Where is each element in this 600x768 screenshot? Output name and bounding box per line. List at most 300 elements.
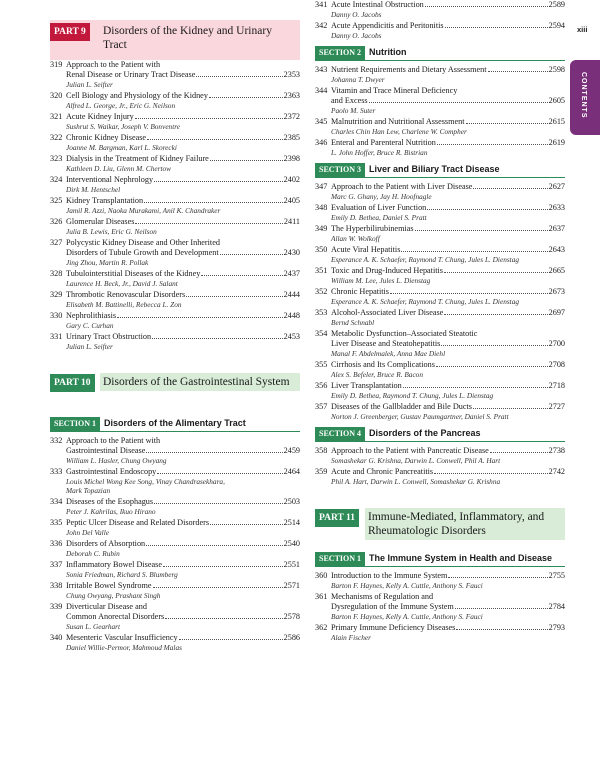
chapter-number: 323 — [50, 154, 63, 163]
toc-entry[interactable] — [315, 571, 565, 590]
chapter-number: 324 — [50, 175, 63, 184]
chapter-body — [66, 467, 300, 495]
dot-leader — [466, 117, 548, 124]
chapter-number: 319 — [50, 60, 63, 69]
page-ref[interactable]: 2453 — [283, 332, 300, 341]
chapter-title[interactable]: Disorders of Tubule Growth and Development — [66, 248, 219, 257]
chapter-body — [331, 21, 565, 40]
page-ref[interactable]: 2673 — [548, 287, 565, 296]
page-ref[interactable]: 2586 — [283, 633, 300, 642]
page-ref[interactable]: 2727 — [548, 402, 565, 411]
part-title: Disorders of the Gastrointestinal System — [100, 373, 300, 391]
section-title: The Immune System in Health and Disease — [369, 553, 553, 563]
page-ref[interactable]: 2571 — [283, 581, 300, 590]
chapter-authors: Elisabeth M. Battinelli, Rebecca L. Zon — [66, 300, 182, 309]
dot-leader — [490, 446, 548, 453]
chapter-title[interactable]: Diverticular Disease and — [66, 602, 147, 611]
chapter-body — [66, 175, 300, 194]
chapter-title[interactable]: Acute Appendicitis and Peritonitis — [331, 21, 444, 30]
section-header — [315, 427, 565, 442]
chapter-authors: Esperance A. K. Schaefer, Raymond T. Chung, Jules L. Dienstag — [331, 297, 520, 306]
chapter-authors: Barton F. Haynes, Kelly A. Cuttle, Anthony S. Fauci — [331, 612, 483, 621]
dot-leader — [445, 21, 548, 28]
toc-entry[interactable] — [315, 182, 565, 201]
page-ref[interactable]: 2598 — [548, 65, 565, 74]
chapter-number: 354 — [315, 329, 328, 338]
page-ref[interactable]: 2793 — [548, 623, 565, 632]
section-tag: SECTION 4 — [315, 427, 365, 441]
dot-leader — [146, 446, 282, 453]
chapter-title-line — [66, 539, 300, 549]
chapter-title[interactable]: Urinary Tract Obstruction — [66, 332, 152, 341]
chapter-title[interactable]: Acute Kidney Injury — [66, 112, 134, 121]
chapter-title[interactable]: Metabolic Dysfunction–Associated Steatotic — [331, 329, 478, 338]
chapter-title[interactable]: The Hyperbilirubinemias — [331, 224, 414, 233]
page-ref[interactable]: 2385 — [283, 133, 300, 142]
toc-entry[interactable] — [50, 539, 300, 558]
dot-leader — [135, 112, 283, 119]
chapter-title[interactable]: Thrombotic Renovascular Disorders — [66, 290, 186, 299]
chapter-number: 340 — [50, 633, 63, 642]
chapter-title[interactable]: Gastrointestinal Endoscopy — [66, 467, 157, 476]
chapter-body — [331, 381, 565, 400]
dot-leader — [437, 138, 548, 145]
page-ref[interactable]: 2619 — [548, 138, 565, 147]
chapter-number: 360 — [315, 571, 328, 580]
part-tag: PART 10 — [50, 374, 95, 392]
chapter-authors: Deborah C. Rubin — [66, 549, 120, 558]
toc-entry[interactable] — [315, 21, 565, 40]
toc-entry[interactable] — [315, 138, 565, 157]
dot-leader — [152, 332, 283, 339]
chapter-title[interactable]: Interventional Nephrology — [66, 175, 154, 184]
chapter-number: 344 — [315, 86, 328, 95]
chapter-authors: Danny O. Jacobs — [331, 31, 382, 40]
chapter-body — [331, 224, 565, 243]
page-ref[interactable]: 2784 — [548, 602, 565, 611]
page-ref[interactable]: 2551 — [283, 560, 300, 569]
dot-leader — [441, 339, 547, 346]
page-ref[interactable]: 2627 — [548, 182, 565, 191]
toc-entry[interactable] — [315, 117, 565, 136]
chapter-number: 357 — [315, 402, 328, 411]
toc-entry[interactable] — [50, 238, 300, 267]
chapter-title-line — [331, 224, 565, 234]
chapter-title-line — [331, 0, 565, 10]
chapter-body — [66, 112, 300, 131]
chapter-title[interactable]: Acute and Chronic Pancreatitis — [331, 467, 434, 476]
toc-entry[interactable] — [50, 269, 300, 288]
page-ref[interactable]: 2363 — [283, 91, 300, 100]
section-header — [315, 552, 565, 567]
page-ref[interactable]: 2708 — [548, 360, 565, 369]
page-ref[interactable]: 2637 — [548, 224, 565, 233]
chapter-authors: Joanne M. Bargman, Karl L. Skorecki — [66, 143, 177, 152]
dot-leader — [179, 633, 283, 640]
chapter-title-line — [331, 602, 565, 612]
chapter-number: 343 — [315, 65, 328, 74]
toc-entry[interactable] — [50, 175, 300, 194]
chapter-authors: Allan W. Wolkoff — [331, 234, 380, 243]
chapter-title[interactable]: Renal Disease or Urinary Tract Disease — [66, 70, 196, 79]
chapter-body — [331, 592, 565, 621]
section-header — [315, 46, 565, 61]
chapter-title[interactable]: Approach to the Patient with Liver Disease — [331, 182, 473, 191]
page-ref[interactable]: 2755 — [548, 571, 565, 580]
chapter-title[interactable]: Tubulointerstitial Diseases of the Kidney — [66, 269, 201, 278]
chapter-body — [331, 360, 565, 379]
chapter-title[interactable]: Glomerular Diseases — [66, 217, 135, 226]
chapter-title-line — [66, 633, 300, 643]
page-ref[interactable]: 2697 — [548, 308, 565, 317]
chapter-title[interactable]: Approach to the Patient with — [66, 60, 161, 69]
chapter-title[interactable]: Enteral and Parenteral Nutrition — [331, 138, 436, 147]
toc-entry[interactable] — [315, 446, 565, 465]
chapter-title[interactable]: Liver Disease and Steatohepatitis — [331, 339, 441, 348]
page-ref[interactable]: 2540 — [283, 539, 300, 548]
chapter-authors: Alex S. Befeler, Bruce R. Bacon — [331, 370, 423, 379]
chapter-number: 325 — [50, 196, 63, 205]
page-ref[interactable]: 2405 — [283, 196, 300, 205]
chapter-title-line — [331, 86, 565, 96]
chapter-title[interactable]: Polycystic Kidney Disease and Other Inherited — [66, 238, 220, 247]
chapter-authors: Paolo M. Suter — [331, 106, 376, 115]
chapter-authors: Jamil R. Azzi, Naoka Murakami, Anil K. Chandraker — [66, 206, 221, 215]
page-ref[interactable]: 2503 — [283, 497, 300, 506]
chapter-title[interactable]: Malnutrition and Nutritional Assessment — [331, 117, 465, 126]
page-ref[interactable]: 2430 — [283, 248, 300, 257]
chapter-title-line — [66, 248, 300, 258]
page-ref[interactable]: 2437 — [283, 269, 300, 278]
toc-entry[interactable] — [50, 581, 300, 600]
page-ref[interactable]: 2444 — [283, 290, 300, 299]
page-ref[interactable]: 2578 — [283, 612, 300, 621]
page-ref[interactable]: 2605 — [548, 96, 565, 105]
chapter-title[interactable]: Acute Intestinal Obstruction — [331, 0, 424, 9]
chapter-number: 322 — [50, 133, 63, 142]
chapter-title-line — [331, 308, 565, 318]
chapter-title[interactable]: Introduction to the Immune System — [331, 571, 448, 580]
toc-entry[interactable] — [50, 560, 300, 579]
chapter-title-line — [331, 138, 565, 148]
toc-entry[interactable] — [50, 112, 300, 131]
page-ref[interactable]: 2718 — [548, 381, 565, 390]
chapter-authors: Manal F. Abdelmalek, Anna Mae Diehl — [331, 349, 446, 358]
chapter-body — [331, 138, 565, 157]
chapter-authors: Norton J. Greenberger, Gustav Paumgartner, Daniel S. Pratt — [331, 412, 509, 421]
chapter-authors: Somashekar G. Krishna, Darwin L. Conwell, Phil A. Hart — [331, 456, 501, 465]
part-header — [50, 20, 300, 60]
chapter-number: 334 — [50, 497, 63, 506]
chapter-number: 358 — [315, 446, 328, 455]
toc-entry[interactable] — [315, 224, 565, 243]
chapter-body — [331, 203, 565, 222]
page-ref[interactable]: 2594 — [548, 21, 565, 30]
chapter-authors: Sushrut S. Waikar, Joseph V. Bonventre — [66, 122, 181, 131]
toc-entry[interactable] — [50, 91, 300, 110]
toc-entry[interactable] — [315, 308, 565, 327]
chapter-body — [66, 560, 300, 579]
chapter-title-line — [66, 467, 300, 477]
chapter-authors: Louis Michel Wong Kee Song, Vinay Chandrasekhara, — [66, 477, 225, 486]
chapter-body — [66, 332, 300, 351]
page-ref[interactable]: 2464 — [283, 467, 300, 476]
toc-entry[interactable] — [50, 602, 300, 631]
toc-entry[interactable] — [315, 86, 565, 115]
toc-entry[interactable] — [315, 329, 565, 358]
section-title: Nutrition — [369, 47, 407, 57]
chapter-number: 342 — [315, 21, 328, 30]
chapter-authors: Daniel Willie-Permor, Mahmoud Malas — [66, 643, 182, 652]
chapter-title[interactable]: Inflammatory Bowel Disease — [66, 560, 162, 569]
page-ref[interactable]: 2589 — [548, 0, 565, 9]
chapter-title[interactable]: Vitamin and Trace Mineral Deficiency — [331, 86, 458, 95]
toc-entry[interactable] — [50, 311, 300, 330]
chapter-title-line — [331, 623, 565, 633]
chapter-title[interactable]: Cell Biology and Physiology of the Kidney — [66, 91, 208, 100]
dot-leader — [196, 70, 282, 77]
chapter-number: 338 — [50, 581, 63, 590]
chapter-title[interactable]: Diseases of the Gallbladder and Bile Ducts — [331, 402, 472, 411]
dot-leader — [186, 290, 282, 297]
toc-entry[interactable] — [50, 518, 300, 537]
chapter-title-line — [331, 571, 565, 581]
chapter-body — [331, 623, 565, 642]
dot-leader — [153, 581, 283, 588]
chapter-authors: Laurence H. Beck, Jr., David J. Salant — [66, 279, 178, 288]
section-tag: SECTION 3 — [315, 163, 365, 177]
chapter-title[interactable]: Evaluation of Liver Function — [331, 203, 427, 212]
toc-entry[interactable] — [50, 467, 300, 495]
chapter-title[interactable]: Toxic and Drug-Induced Hepatitis — [331, 266, 443, 275]
chapter-title-line — [66, 175, 300, 185]
chapter-authors: Gary C. Curhan — [66, 321, 114, 330]
chapter-title-line — [331, 446, 565, 456]
chapter-title-line — [66, 332, 300, 342]
chapter-title[interactable]: Acute Viral Hepatitis — [331, 245, 401, 254]
chapter-body — [66, 518, 300, 537]
section-title: Disorders of the Pancreas — [369, 428, 481, 438]
toc-entry[interactable] — [315, 203, 565, 222]
toc-entry[interactable] — [50, 196, 300, 215]
chapter-number: 332 — [50, 436, 63, 445]
chapter-body — [66, 290, 300, 309]
chapter-title[interactable]: Dialysis in the Treatment of Kidney Failure — [66, 154, 209, 163]
toc-entry[interactable] — [315, 266, 565, 285]
chapter-number: 362 — [315, 623, 328, 632]
chapter-number: 321 — [50, 112, 63, 121]
chapter-title[interactable]: Mesenteric Vascular Insufficiency — [66, 633, 178, 642]
toc-entry[interactable] — [50, 633, 300, 652]
section-header — [50, 417, 300, 432]
chapter-title[interactable]: Peptic Ulcer Disease and Related Disorders — [66, 518, 210, 527]
page-ref[interactable]: 2398 — [283, 154, 300, 163]
chapter-title[interactable]: Alcohol-Associated Liver Disease — [331, 308, 444, 317]
toc-entry[interactable] — [50, 217, 300, 236]
chapter-title[interactable]: Chronic Hepatitis — [331, 287, 389, 296]
chapter-body — [66, 633, 300, 652]
chapter-number: 329 — [50, 290, 63, 299]
chapter-title[interactable]: Approach to the Patient with — [66, 436, 161, 445]
chapter-authors: Julian L. Seifter — [66, 342, 113, 351]
chapter-title-line — [331, 402, 565, 412]
dot-leader — [163, 560, 283, 567]
chapter-authors: William M. Lee, Jules L. Dienstag — [331, 276, 431, 285]
chapter-authors: John Del Valle — [66, 528, 109, 537]
toc-entry[interactable] — [315, 0, 565, 19]
page-ref[interactable]: 2402 — [283, 175, 300, 184]
chapter-number: 361 — [315, 592, 328, 601]
dot-leader — [448, 571, 547, 578]
toc-entry[interactable] — [315, 287, 565, 306]
dot-leader — [220, 248, 283, 255]
chapter-title[interactable]: and Excess — [331, 96, 368, 105]
section-tag: SECTION 1 — [50, 417, 100, 431]
dot-leader — [415, 224, 548, 231]
chapter-authors: Emily D. Bethea, Daniel S. Pratt — [331, 213, 427, 222]
chapter-body — [66, 217, 300, 236]
chapter-title-line — [331, 592, 565, 602]
chapter-body — [331, 117, 565, 136]
part-header — [315, 506, 565, 546]
chapter-body — [331, 245, 565, 264]
toc-entry[interactable] — [315, 623, 565, 642]
section-title: Disorders of the Alimentary Tract — [104, 418, 246, 428]
toc-entry[interactable] — [315, 65, 565, 84]
chapter-title[interactable]: Liver Transplantation — [331, 381, 402, 390]
chapter-authors: William L. Hasler, Chung Owyang — [66, 456, 167, 465]
page-ref[interactable]: 2372 — [283, 112, 300, 121]
chapter-title-line — [66, 436, 300, 446]
chapter-title-line — [331, 381, 565, 391]
chapter-title[interactable]: Disorders of Absorption — [66, 539, 146, 548]
chapter-title[interactable]: Diseases of the Esophagus — [66, 497, 154, 506]
toc-entry[interactable] — [50, 133, 300, 152]
chapter-number: 356 — [315, 381, 328, 390]
chapter-authors: Marc G. Ghany, Jay H. Hoofnagle — [331, 192, 432, 201]
chapter-title-line — [331, 467, 565, 477]
dot-leader — [444, 308, 547, 315]
chapter-number: 341 — [315, 0, 328, 9]
toc-entry[interactable] — [315, 402, 565, 421]
page-ref[interactable]: 2448 — [283, 311, 300, 320]
chapter-number: 359 — [315, 467, 328, 476]
chapter-title[interactable]: Dysregulation of the Immune System — [331, 602, 454, 611]
page-ref[interactable]: 2643 — [548, 245, 565, 254]
page-ref[interactable]: 2633 — [548, 203, 565, 212]
chapter-body — [331, 86, 565, 115]
chapter-title-line — [66, 446, 300, 456]
chapter-title[interactable]: Nutrient Requirements and Dietary Assessment — [331, 65, 487, 74]
toc-entry[interactable] — [315, 381, 565, 400]
chapter-title-line — [331, 203, 565, 213]
chapter-title-line — [331, 266, 565, 276]
chapter-title-line — [66, 311, 300, 321]
chapter-authors: Chung Owyang, Prashant Singh — [66, 591, 161, 600]
chapter-number: 353 — [315, 308, 328, 317]
toc-entry[interactable] — [315, 467, 565, 486]
toc-entry[interactable] — [50, 436, 300, 465]
chapter-body — [331, 308, 565, 327]
contents-side-tab[interactable] — [570, 60, 600, 135]
chapter-title-line — [66, 602, 300, 612]
chapter-title-line — [331, 21, 565, 31]
page-ref[interactable]: 2353 — [283, 70, 300, 79]
dot-leader — [434, 467, 548, 474]
left-column — [50, 0, 300, 654]
chapter-body — [66, 497, 300, 516]
toc-entry[interactable] — [50, 154, 300, 173]
section-title: Liver and Biliary Tract Disease — [369, 164, 500, 174]
chapter-title-line — [331, 245, 565, 255]
toc-entry[interactable] — [50, 290, 300, 309]
chapter-body — [331, 402, 565, 421]
page-ref[interactable]: 2411 — [283, 217, 300, 226]
chapter-title[interactable]: Nephrolithiasis — [66, 311, 117, 320]
chapter-title-line — [66, 518, 300, 528]
toc-entry[interactable] — [315, 592, 565, 621]
page-ref[interactable]: 2615 — [548, 117, 565, 126]
chapter-title-line — [331, 329, 565, 339]
chapter-title-line — [331, 117, 565, 127]
dot-leader — [210, 518, 283, 525]
chapter-title[interactable]: Kidney Transplantation — [66, 196, 144, 205]
part-header — [50, 371, 300, 411]
page-ref[interactable]: 2459 — [283, 446, 300, 455]
chapter-authors: Barton F. Haynes, Kelly A. Cuttle, Anthony S. Fauci — [331, 581, 483, 590]
dot-leader — [144, 196, 283, 203]
chapter-authors: Sonia Friedman, Richard S. Blumberg — [66, 570, 178, 579]
chapter-title[interactable]: Gastrointestinal Disease — [66, 446, 146, 455]
page-ref[interactable]: 2738 — [548, 446, 565, 455]
chapter-authors: Charles Chin Han Lew, Charlene W. Compher — [331, 127, 467, 136]
chapter-number: 350 — [315, 245, 328, 254]
toc-entry[interactable] — [50, 497, 300, 516]
chapter-title[interactable]: Cirrhosis and Its Complications — [331, 360, 435, 369]
toc-entry[interactable] — [50, 60, 300, 89]
chapter-number: 336 — [50, 539, 63, 548]
chapter-number: 351 — [315, 266, 328, 275]
chapter-number: 331 — [50, 332, 63, 341]
page-ref[interactable]: 2665 — [548, 266, 565, 275]
chapter-title[interactable]: Approach to the Patient with Pancreatic Disease — [331, 446, 489, 455]
chapter-title[interactable]: Chronic Kidney Disease — [66, 133, 147, 142]
chapter-authors: L. John Hoffer, Bruce R. Bistrian — [331, 148, 428, 157]
toc-entry[interactable] — [50, 332, 300, 351]
page-ref[interactable]: 2742 — [548, 467, 565, 476]
page-ref[interactable]: 2514 — [283, 518, 300, 527]
chapter-title[interactable]: Mechanisms of Regulation and — [331, 592, 434, 601]
dot-leader — [390, 287, 548, 294]
chapter-authors: Jing Zhou, Martin R. Pollak — [66, 258, 149, 267]
chapter-number: 349 — [315, 224, 328, 233]
chapter-title-line — [331, 360, 565, 370]
chapter-title-line — [66, 612, 300, 622]
dot-leader — [117, 311, 283, 318]
chapter-body — [66, 311, 300, 330]
chapter-title-line — [66, 290, 300, 300]
chapter-title[interactable]: Irritable Bowel Syndrome — [66, 581, 152, 590]
chapter-title[interactable]: Primary Immune Deficiency Diseases — [331, 623, 456, 632]
page-ref[interactable]: 2700 — [548, 339, 565, 348]
dot-leader — [146, 539, 282, 546]
toc-entry[interactable] — [315, 360, 565, 379]
chapter-title[interactable]: Common Anorectal Disorders — [66, 612, 165, 621]
chapter-authors: Alain Fischer — [331, 633, 371, 642]
toc-entry[interactable] — [315, 245, 565, 264]
chapter-number: 345 — [315, 117, 328, 126]
dot-leader — [403, 381, 548, 388]
